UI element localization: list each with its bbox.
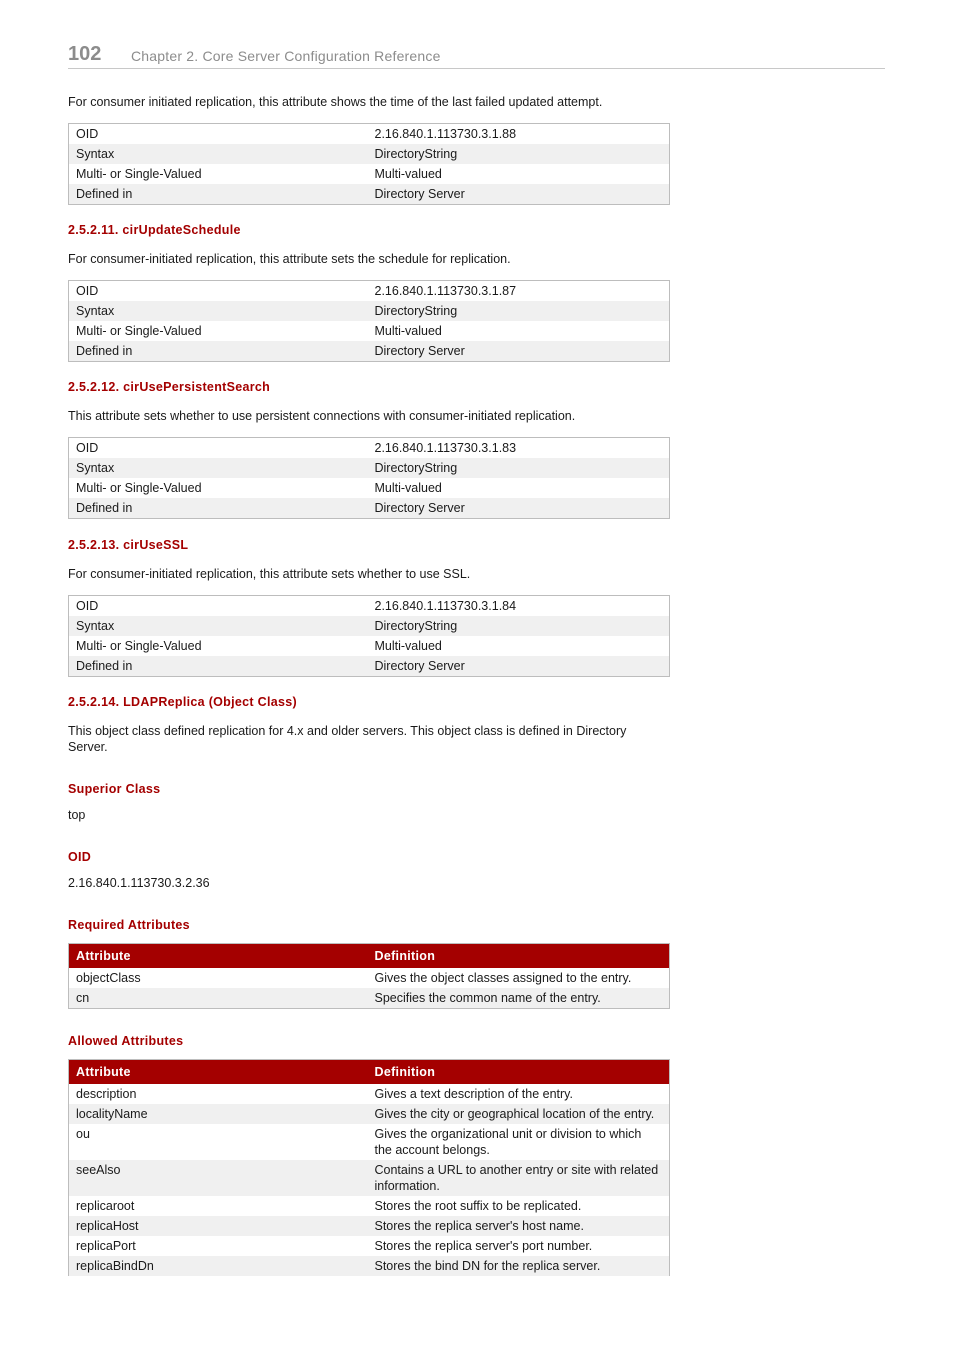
table-cell: OID — [76, 127, 99, 141]
table-row — [69, 321, 670, 341]
table-cell: localityName — [69, 1104, 368, 1124]
oid-value: 2.16.840.1.113730.3.2.36 — [68, 876, 210, 890]
table-cell: Directory Server — [368, 656, 670, 677]
table-cell: Multi- or Single-Valued — [76, 167, 202, 181]
table-row — [69, 616, 670, 636]
table-cell: Syntax — [69, 616, 368, 636]
table-cell: 2.16.840.1.113730.3.1.83 — [374, 441, 517, 455]
table-cell: DirectoryString — [368, 616, 670, 636]
table-cell: DirectoryString — [368, 144, 670, 164]
table-row — [69, 124, 670, 145]
table-cell: Gives the organizational unit or division to which the account belongs. — [374, 1127, 642, 1157]
table-cell: Multi-valued — [374, 481, 442, 495]
page-number: 102 — [68, 43, 102, 65]
table-cell: Syntax — [69, 144, 368, 164]
table-cell: replicaHost — [69, 1216, 368, 1236]
page-header — [68, 42, 885, 69]
table-cell: Multi- or Single-Valued — [76, 324, 202, 338]
table-cell: Defined in — [69, 341, 368, 362]
table-cell: DirectoryString — [368, 458, 670, 478]
required-attributes-table — [68, 943, 670, 1009]
table-cell: DirectoryString — [368, 301, 670, 321]
required-attributes-heading: Required Attributes — [68, 918, 190, 932]
section-paragraph: For consumer-initiated replication, this attribute sets whether to use SSL. — [68, 567, 471, 581]
section-paragraph: This object class defined replication for 4.x and older servers. This object class is defined in Directory Server. — [68, 724, 627, 754]
attribute-table — [68, 123, 670, 205]
table-cell: OID — [76, 599, 99, 613]
table-cell: Multi-valued — [374, 167, 442, 181]
table-row — [69, 1104, 670, 1124]
table-cell: description — [76, 1087, 137, 1101]
table-cell: OID — [76, 284, 99, 298]
table-cell: cn — [69, 988, 368, 1009]
table-cell: Defined in — [69, 498, 368, 519]
table-cell: 2.16.840.1.113730.3.1.87 — [374, 284, 517, 298]
table-row — [69, 458, 670, 478]
table-cell: Multi-valued — [374, 639, 442, 653]
section-heading: 2.5.2.11. cirUpdateSchedule — [68, 223, 241, 237]
table-cell: Gives the object classes assigned to the entry. — [374, 971, 632, 985]
table-row — [69, 301, 670, 321]
table-cell: Stores the replica server's host name. — [368, 1216, 670, 1236]
section-heading: 2.5.2.14. LDAPReplica (Object Class) — [68, 695, 297, 709]
table-cell: OID — [76, 441, 99, 455]
table-row — [69, 438, 670, 459]
table-cell: Syntax — [69, 301, 368, 321]
table-cell: Multi-valued — [374, 324, 442, 338]
allowed-attributes-heading: Allowed Attributes — [68, 1034, 184, 1048]
table-row — [69, 498, 670, 519]
table-row — [69, 184, 670, 205]
table-cell: Stores the bind DN for the replica server. — [368, 1256, 670, 1276]
table-header-row — [69, 944, 670, 969]
table-row — [69, 144, 670, 164]
table-header-row — [69, 1060, 670, 1085]
section-heading: 2.5.2.13. cirUseSSL — [68, 538, 189, 552]
section-paragraph: This attribute sets whether to use persistent connections with consumer-initiated replication. — [68, 409, 576, 423]
table-row — [69, 988, 670, 1009]
attribute-table — [68, 280, 670, 362]
attribute-table — [68, 595, 670, 677]
table-row — [69, 478, 670, 498]
table-cell: Multi- or Single-Valued — [76, 481, 202, 495]
table-cell: objectClass — [76, 971, 141, 985]
section-heading: 2.5.2.12. cirUsePersistentSearch — [68, 380, 271, 394]
table-row — [69, 1196, 670, 1216]
table-row — [69, 1216, 670, 1236]
table-row — [69, 596, 670, 617]
table-cell: replicaBindDn — [69, 1256, 368, 1276]
table-row — [69, 636, 670, 656]
intro-paragraph: For consumer initiated replication, this attribute shows the time of the last failed updated attempt. — [68, 95, 603, 109]
oid-heading: OID — [68, 850, 92, 864]
table-cell: Defined in — [69, 656, 368, 677]
column-header-definition: Definition — [368, 944, 670, 969]
table-row — [69, 1084, 670, 1104]
table-cell: Directory Server — [368, 498, 670, 519]
table-row — [69, 1256, 670, 1276]
table-cell: Stores the root suffix to be replicated. — [374, 1199, 582, 1213]
section-paragraph: For consumer-initiated replication, this attribute sets the schedule for replication. — [68, 252, 511, 266]
table-cell: Multi- or Single-Valued — [76, 639, 202, 653]
table-cell: Directory Server — [368, 184, 670, 205]
table-cell: Defined in — [69, 184, 368, 205]
table-cell: Stores the replica server's port number. — [374, 1239, 593, 1253]
table-cell: ou — [76, 1127, 90, 1141]
attribute-table — [68, 437, 670, 519]
column-header-attribute: Attribute — [69, 944, 368, 969]
table-row — [69, 1124, 670, 1160]
table-row — [69, 164, 670, 184]
table-row — [69, 1160, 670, 1196]
table-cell: Directory Server — [368, 341, 670, 362]
table-row — [69, 968, 670, 988]
chapter-title: Chapter 2. Core Server Configuration Reference — [131, 48, 441, 64]
table-cell: replicaPort — [76, 1239, 136, 1253]
table-row — [69, 281, 670, 302]
table-cell: replicaroot — [76, 1199, 135, 1213]
superior-class-heading: Superior Class — [68, 782, 161, 796]
column-header-definition: Definition — [368, 1060, 670, 1085]
column-header-attribute: Attribute — [69, 1060, 368, 1085]
table-cell: seeAlso — [69, 1160, 368, 1196]
table-row — [69, 656, 670, 677]
table-row — [69, 1236, 670, 1256]
table-row — [69, 341, 670, 362]
allowed-attributes-table — [68, 1059, 670, 1276]
table-cell: Specifies the common name of the entry. — [368, 988, 670, 1009]
superior-class-value: top — [68, 808, 86, 822]
table-cell: Gives the city or geographical location of the entry. — [368, 1104, 670, 1124]
table-cell: Contains a URL to another entry or site with related information. — [368, 1160, 670, 1196]
table-cell: Gives a text description of the entry. — [374, 1087, 573, 1101]
table-cell: Syntax — [69, 458, 368, 478]
table-cell: 2.16.840.1.113730.3.1.88 — [374, 127, 517, 141]
table-cell: 2.16.840.1.113730.3.1.84 — [374, 599, 517, 613]
